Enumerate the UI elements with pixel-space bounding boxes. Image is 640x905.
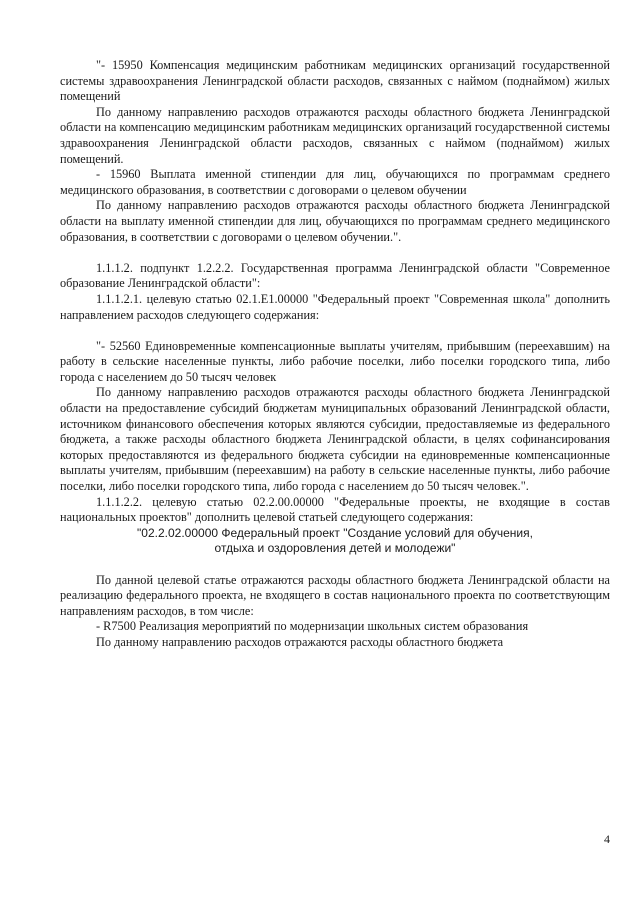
paragraph-52560-desc: По данному направлению расходов отражаются расходы областного бюджета Ленинградской области на предоставление субсидий бюджетам муниципальных образований Ленинградской области, источником финансового обеспечения которых являются субсидии, предоставляемые из федерального бюджета, а также расходы областного бюджета Ленинградской области, в целях софинансирования которых предоставляются из федерального бюджета субсидии на единовременные компенсационные выплаты учителям, прибывшим (переехавшим) на работу в сельские населенные пункты, либо рабочие поселки, либо поселки городского типа, либо города с населением до 50 тысяч человек.". bbox=[60, 385, 610, 494]
spacer bbox=[60, 245, 610, 261]
paragraph-15960: - 15960 Выплата именной стипендии для лиц, обучающихся по программам среднего медицинского образования, в соответствии с договорами о целевом обучении bbox=[60, 167, 610, 197]
paragraph-15960-desc: По данному направлению расходов отражаются расходы областного бюджета Ленинградской области на выплату именной стипендии для лиц, обучающихся по программам среднего медицинского образования, в соответствии с договорами о целевом обучении.". bbox=[60, 198, 610, 244]
document-body bbox=[60, 58, 610, 651]
paragraph-target-article-e1: 1.1.1.2.1. целевую статью 02.1.Е1.00000 "Федеральный проект "Современная школа" дополнить направлением расходов следующего содержания: bbox=[60, 291, 610, 322]
paragraph-02-2-02-desc: По данной целевой статье отражаются расходы областного бюджета Ленинградской области на реализацию федерального проекта, не входящего в состав национального проекта по соответствующим направлениям расходов, в том числе: bbox=[60, 572, 610, 618]
centered-heading-line-2: отдыха и оздоровления детей и молодежи" bbox=[214, 541, 456, 556]
spacer bbox=[60, 323, 610, 339]
paragraph-r7500-desc: По данному направлению расходов отражаются расходы областного бюджета bbox=[96, 634, 504, 649]
page-number: 4 bbox=[604, 832, 610, 846]
paragraph-r7500: - R7500 Реализация мероприятий по модернизации школьных систем образования bbox=[96, 619, 529, 634]
centered-heading-line-1: "02.2.02.00000 Федеральный проект "Создание условий для обучения, bbox=[137, 525, 533, 540]
paragraph-52560: "- 52560 Единовременные компенсационные выплаты учителям, прибывшим (переехавшим) на работу в сельские населенные пункты, либо рабочие поселки, либо поселки городского типа, либо города с населением до 50 тысяч человек bbox=[60, 338, 610, 384]
paragraph-target-article-02-2: 1.1.1.2.2. целевую статью 02.2.00.00000 "Федеральные проекты, не входящие в состав национальных проектов" дополнить целевой статьей следующего содержания: bbox=[60, 494, 610, 525]
paragraph-15950-desc: По данному направлению расходов отражаются расходы областного бюджета Ленинградской области на компенсацию медицинским работникам медицинских организаций государственной системы здравоохранения Ленинградской области расходов, связанных с наймом (поднаймом) жилых помещений. bbox=[60, 104, 610, 166]
centered-heading bbox=[60, 526, 610, 557]
paragraph-15950: "- 15950 Компенсация медицинским работникам медицинских организаций государственной системы здравоохранения Ленинградской области расходов, связанных с наймом (поднаймом) жилых помещений bbox=[60, 58, 610, 104]
paragraph-subitem-1-2-2-2: 1.1.1.2. подпункт 1.2.2.2. Государственная программа Ленинградской области "Современное образование Ленинградской области": bbox=[60, 260, 610, 291]
spacer bbox=[60, 557, 610, 573]
